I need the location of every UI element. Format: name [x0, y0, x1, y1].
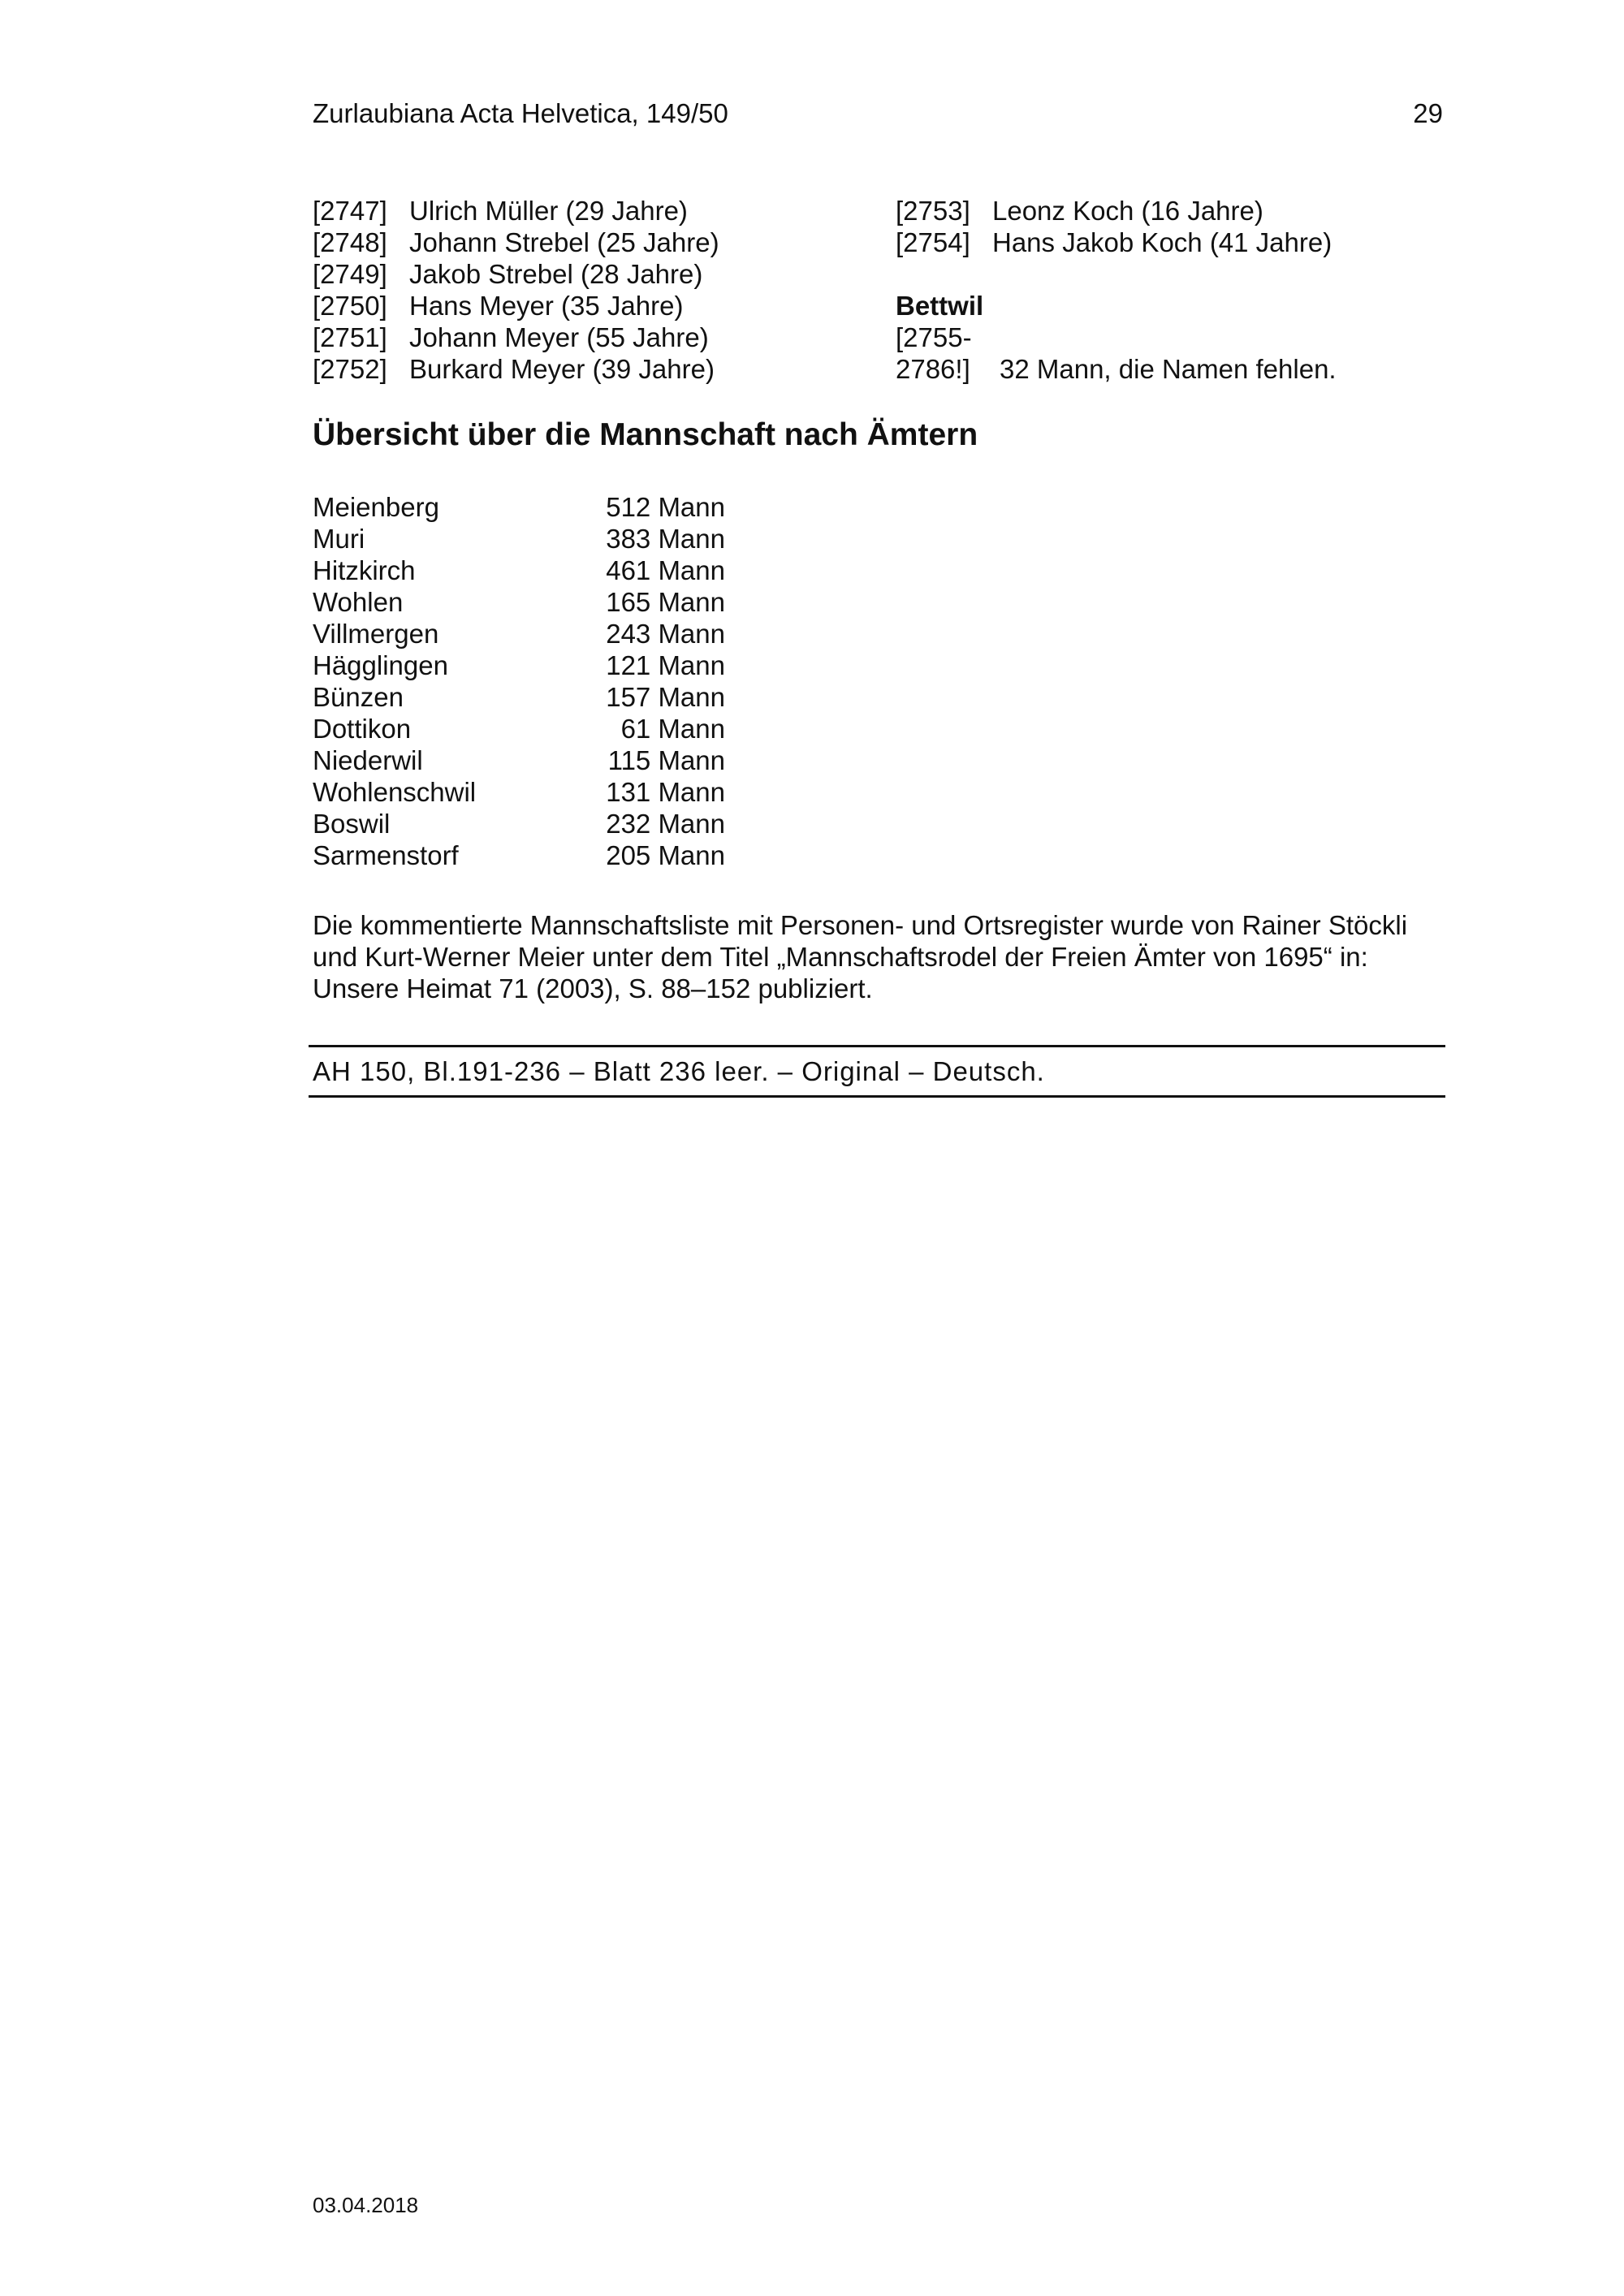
table-row	[313, 586, 725, 618]
source-description	[309, 1045, 1445, 1098]
group-heading-bettwil: Bettwil	[896, 291, 984, 321]
entry-name: Johann Strebel (25 Jahre)	[409, 227, 719, 257]
office-count: 205 Mann	[606, 840, 725, 870]
office-name: Boswil	[313, 809, 391, 839]
entry-number: [2752]	[313, 354, 387, 384]
entry-number: [2754]	[896, 227, 970, 257]
entry-name: Hans Jakob Koch (41 Jahre)	[992, 227, 1332, 257]
list-item	[896, 227, 1337, 258]
entry-name: Burkard Meyer (39 Jahre)	[409, 354, 715, 384]
office-name: Niederwil	[313, 745, 423, 775]
table-row	[313, 523, 725, 555]
note-line: Unsere Heimat 71 (2003), S. 88–152 publiziert.	[313, 973, 873, 1003]
office-count: 232 Mann	[606, 809, 725, 839]
office-count: 461 Mann	[606, 555, 725, 585]
entries-left-column	[313, 195, 719, 385]
office-count: 121 Mann	[606, 650, 725, 680]
office-name: Bünzen	[313, 682, 404, 712]
entry-number: [2753]	[896, 196, 970, 226]
entry-range-line	[896, 353, 1337, 385]
footer-date: 03.04.2018	[313, 2193, 419, 2217]
office-name: Dottikon	[313, 714, 412, 744]
publication-note	[313, 909, 1449, 1004]
office-count: 383 Mann	[606, 524, 725, 554]
table-row	[313, 618, 725, 650]
office-count: 61 Mann	[620, 714, 725, 744]
entry-name: Hans Meyer (35 Jahre)	[409, 291, 684, 321]
manpower-by-office-list	[313, 491, 725, 871]
entry-name: Johann Meyer (55 Jahre)	[409, 322, 709, 352]
running-header	[313, 97, 1443, 130]
table-row	[313, 744, 725, 776]
table-row	[313, 713, 725, 744]
blank-line	[896, 258, 1337, 290]
entries-right-column	[896, 195, 1337, 385]
table-row	[313, 681, 725, 713]
entry-number: [2750]	[313, 291, 387, 321]
entry-name: Jakob Strebel (28 Jahre)	[409, 259, 703, 289]
entry-range-end: 2786!]	[896, 354, 970, 384]
table-row	[313, 650, 725, 681]
table-row	[313, 776, 725, 808]
entry-range-start: [2755-	[896, 322, 972, 352]
table-row	[313, 839, 725, 871]
entry-number: [2751]	[313, 322, 387, 352]
entry-number: [2749]	[313, 259, 387, 289]
office-name: Villmergen	[313, 619, 439, 649]
page-number: 29	[1413, 98, 1443, 128]
table-row	[313, 491, 725, 523]
office-name: Meienberg	[313, 492, 439, 522]
document-title: Zurlaubiana Acta Helvetica, 149/50	[313, 98, 728, 128]
office-name: Wohlenschwil	[313, 777, 477, 807]
office-name: Muri	[313, 524, 365, 554]
office-count: 157 Mann	[606, 682, 725, 712]
office-name: Hägglingen	[313, 650, 448, 680]
office-count: 243 Mann	[606, 619, 725, 649]
list-item	[313, 322, 719, 353]
list-item	[313, 195, 719, 227]
office-name: Wohlen	[313, 587, 404, 617]
entry-number: [2747]	[313, 196, 387, 226]
list-item	[313, 227, 719, 258]
office-name: Hitzkirch	[313, 555, 416, 585]
note-line: Die kommentierte Mannschaftsliste mit Personen- und Ortsregister wurde von Rainer Stöckli	[313, 910, 1408, 940]
office-count: 165 Mann	[606, 587, 725, 617]
source-text: AH 150, Bl.191-236 – Blatt 236 leer. – Original – Deutsch.	[313, 1056, 1045, 1086]
entry-number: [2748]	[313, 227, 387, 257]
list-item	[313, 290, 719, 322]
note-line: und Kurt-Werner Meier unter dem Titel „Mannschaftsrodel der Freien Ämter von 1695“ in:	[313, 942, 1368, 972]
list-item	[896, 195, 1337, 227]
office-name: Sarmenstorf	[313, 840, 459, 870]
entry-name: Leonz Koch (16 Jahre)	[992, 196, 1263, 226]
table-row	[313, 555, 725, 586]
list-item	[313, 353, 719, 385]
section-heading: Übersicht über die Mannschaft nach Ämtern	[313, 417, 978, 452]
office-count: 131 Mann	[606, 777, 725, 807]
entry-range-text: 32 Mann, die Namen fehlen.	[1000, 354, 1337, 384]
office-count: 115 Mann	[607, 745, 725, 775]
office-count: 512 Mann	[606, 492, 725, 522]
list-item	[313, 258, 719, 290]
table-row	[313, 808, 725, 839]
entry-name: Ulrich Müller (29 Jahre)	[409, 196, 688, 226]
